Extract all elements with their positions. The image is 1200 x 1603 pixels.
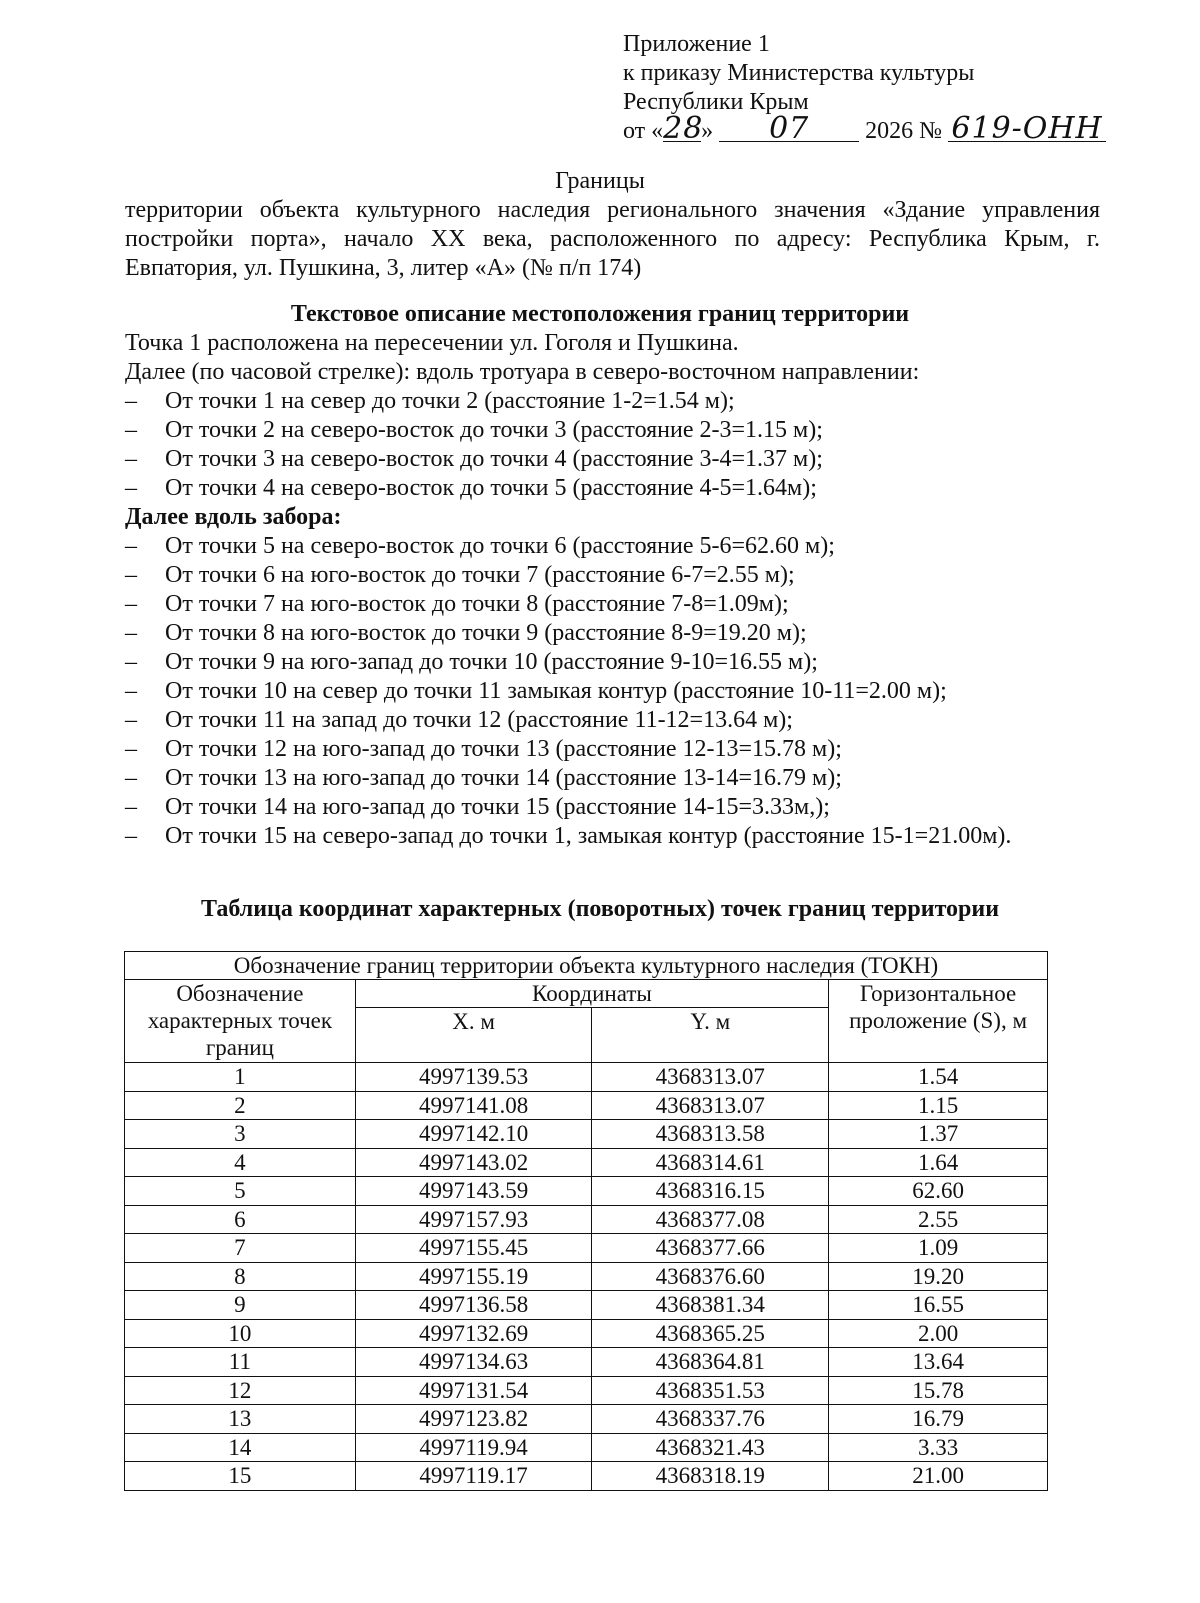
order-month: 07 [719,117,859,142]
y-coordinate-cell: 4368377.08 [592,1205,829,1234]
x-coordinate-cell: 4997119.94 [355,1433,592,1462]
point-number-cell: 3 [125,1120,356,1149]
col-header-x: X. м [355,1008,592,1063]
y-coordinate-cell: 4368313.58 [592,1120,829,1149]
y-coordinate-cell: 4368313.07 [592,1063,829,1092]
point-number-cell: 4 [125,1148,356,1177]
point-number-cell: 8 [125,1262,356,1291]
list-item: – От точки 13 на юго-запад до точки 14 (расстояние 13-14=16.79 м); [125,765,842,791]
col-header-coords: Координаты [355,980,828,1008]
table-body [125,1063,1048,1491]
list-item: – От точки 8 на юго-восток до точки 9 (расстояние 8-9=19.20 м); [125,620,807,646]
x-coordinate-cell: 4997141.08 [355,1091,592,1120]
list-item: – От точки 11 на запад до точки 12 (расстояние 11-12=13.64 м); [125,707,793,733]
y-coordinate-cell: 4368376.60 [592,1262,829,1291]
x-coordinate-cell: 4997134.63 [355,1348,592,1377]
order-year: 2026 № [865,118,943,144]
x-coordinate-cell: 4997155.45 [355,1234,592,1263]
y-coordinate-cell: 4368314.61 [592,1148,829,1177]
x-coordinate-cell: 4997136.58 [355,1291,592,1320]
distance-cell: 1.37 [829,1120,1048,1149]
point-number-cell: 2 [125,1091,356,1120]
intro-direction: Далее (по часовой стрелке): вдоль тротуара в северо-восточном направлении: [125,359,920,385]
appendix-title: Приложение 1 [623,31,770,57]
distance-cell: 62.60 [829,1177,1048,1206]
x-coordinate-cell: 4997119.17 [355,1462,592,1491]
y-coordinate-cell: 4368321.43 [592,1433,829,1462]
distance-cell: 16.55 [829,1291,1048,1320]
list-item: – От точки 2 на северо-восток до точки 3 (расстояние 2-3=1.15 м); [125,417,823,443]
point-number-cell: 9 [125,1291,356,1320]
point-number-cell: 10 [125,1319,356,1348]
distance-cell: 1.54 [829,1063,1048,1092]
y-coordinate-cell: 4368316.15 [592,1177,829,1206]
distance-cell: 3.33 [829,1433,1048,1462]
table-caption: Обозначение границ территории объекта культурного наследия (ТОКН) [125,952,1048,980]
x-coordinate-cell: 4997143.59 [355,1177,592,1206]
text-section-heading: Текстовое описание местоположения границ территории [290,301,910,327]
x-coordinate-cell: 4997157.93 [355,1205,592,1234]
list-item: – От точки 4 на северо-восток до точки 5 (расстояние 4-5=1.64м); [125,475,817,501]
table-row [125,1091,1048,1120]
point-number-cell: 7 [125,1234,356,1263]
order-day: 28 [663,111,704,146]
x-coordinate-cell: 4997123.82 [355,1405,592,1434]
ministry-region: Республики Крым [623,89,809,115]
table-header-row [125,980,1048,1008]
distance-cell: 19.20 [829,1262,1048,1291]
y-coordinate-cell: 4368381.34 [592,1291,829,1320]
list-item: – От точки 9 на юго-запад до точки 10 (расстояние 9-10=16.55 м); [125,649,818,675]
list-item: – От точки 3 на северо-восток до точки 4 (расстояние 3-4=1.37 м); [125,446,823,472]
order-number: 619-ОНН [948,117,1106,142]
appendix-header [623,30,1106,146]
list-item: – От точки 7 на юго-восток до точки 8 (расстояние 7-8=1.09м); [125,591,789,617]
list-item: – От точки 14 на юго-запад до точки 15 (расстояние 14-15=3.33м,); [125,794,830,820]
point-number-cell: 1 [125,1063,356,1092]
table-row [125,1177,1048,1206]
date-mid: » [701,118,714,144]
order-reference: к приказу Министерства культуры [623,60,975,86]
y-coordinate-cell: 4368337.76 [592,1405,829,1434]
list-item: – От точки 15 на северо-запад до точки 1, замыкая контур (расстояние 15-1=21.00м). [125,823,1012,849]
y-coordinate-cell: 4368318.19 [592,1462,829,1491]
y-coordinate-cell: 4368351.53 [592,1376,829,1405]
fence-heading: Далее вдоль забора: [125,504,342,530]
table-row [125,1348,1048,1377]
y-coordinate-cell: 4368377.66 [592,1234,829,1263]
point-number-cell: 13 [125,1405,356,1434]
table-row [125,1319,1048,1348]
distance-cell: 16.79 [829,1405,1048,1434]
table-row [125,1405,1048,1434]
table-row [125,1291,1048,1320]
table-row [125,1120,1048,1149]
intro-point-1: Точка 1 расположена на пересечении ул. Гоголя и Пушкина. [125,330,739,356]
col-header-distance: Горизонтальное проложение (S), м [829,980,1048,1063]
table-row [125,1462,1048,1491]
list-item: – От точки 1 на север до точки 2 (расстояние 1-2=1.54 м); [125,388,735,414]
x-coordinate-cell: 4997143.02 [355,1148,592,1177]
point-number-cell: 11 [125,1348,356,1377]
y-coordinate-cell: 4368365.25 [592,1319,829,1348]
x-coordinate-cell: 4997139.53 [355,1063,592,1092]
object-description: территории объекта культурного наследия регионального значения «Здание управления постройки порта», начало XX века, расположенного по адресу: Республика Крым, г. Евпатория, ул. Пушкина, 3, литер «А» (№ п/п 174) [125,197,1100,281]
x-coordinate-cell: 4997155.19 [355,1262,592,1291]
table-row [125,1433,1048,1462]
distance-cell: 2.00 [829,1319,1048,1348]
point-number-cell: 12 [125,1376,356,1405]
list-item: – От точки 5 на северо-восток до точки 6 (расстояние 5-6=62.60 м); [125,533,835,559]
list-item: – От точки 6 на юго-восток до точки 7 (расстояние 6-7=2.55 м); [125,562,795,588]
list-item: – От точки 12 на юго-запад до точки 13 (расстояние 12-13=15.78 м); [125,736,842,762]
distance-cell: 2.55 [829,1205,1048,1234]
coordinates-table [124,951,1048,1491]
table-caption-row [125,952,1048,980]
y-coordinate-cell: 4368313.07 [592,1091,829,1120]
table-row [125,1205,1048,1234]
table-row [125,1262,1048,1291]
col-header-points: Обозначение характерных точек границ [125,980,356,1063]
x-coordinate-cell: 4997131.54 [355,1376,592,1405]
date-prefix: от « [623,118,664,144]
document-title: Границы [555,168,645,194]
y-coordinate-cell: 4368364.81 [592,1348,829,1377]
table-row [125,1376,1048,1405]
distance-cell: 1.09 [829,1234,1048,1263]
distance-cell: 15.78 [829,1376,1048,1405]
table-row [125,1063,1048,1092]
table-row [125,1234,1048,1263]
distance-cell: 13.64 [829,1348,1048,1377]
x-coordinate-cell: 4997142.10 [355,1120,592,1149]
point-number-cell: 14 [125,1433,356,1462]
table-row [125,1148,1048,1177]
table-heading: Таблица координат характерных (поворотных) точек границ территории [200,896,1000,922]
point-number-cell: 15 [125,1462,356,1491]
distance-cell: 1.64 [829,1148,1048,1177]
point-number-cell: 5 [125,1177,356,1206]
x-coordinate-cell: 4997132.69 [355,1319,592,1348]
col-header-y: Y. м [592,1008,829,1063]
point-number-cell: 6 [125,1205,356,1234]
list-item: – От точки 10 на север до точки 11 замыкая контур (расстояние 10-11=2.00 м); [125,678,947,704]
distance-cell: 1.15 [829,1091,1048,1120]
order-date-line [623,111,1106,146]
distance-cell: 21.00 [829,1462,1048,1491]
